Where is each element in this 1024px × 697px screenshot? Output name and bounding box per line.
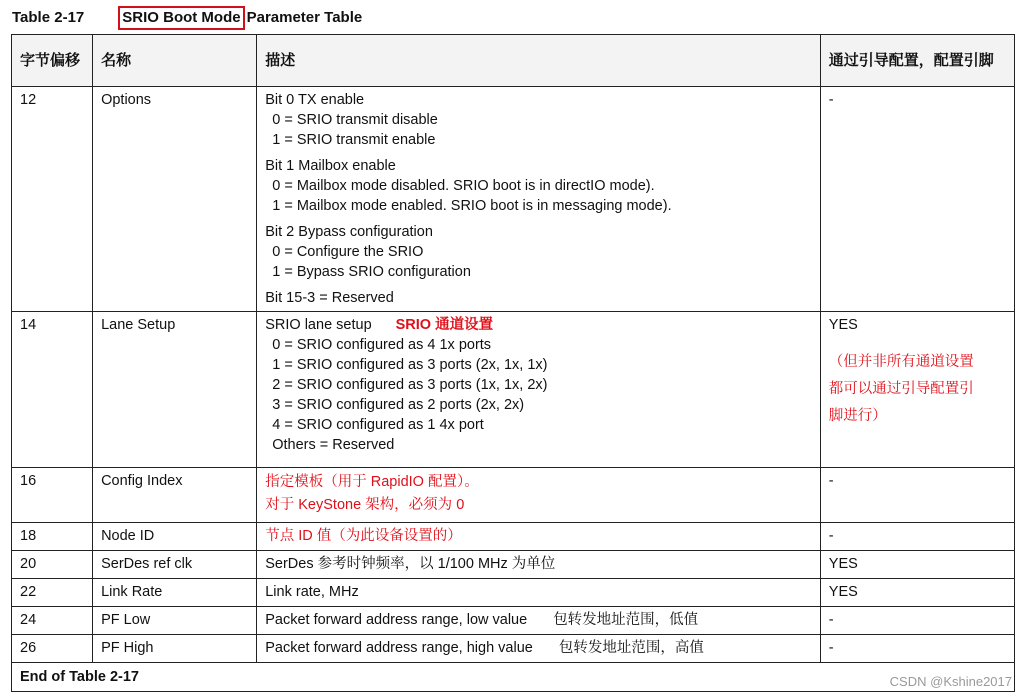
config-annotation: 脚进行） [828, 408, 887, 424]
lane-option: 0 = SRIO configured as 4 1x ports [272, 337, 492, 353]
header-offset: 字节偏移 [12, 35, 93, 87]
cell-description: 节点 ID 值（为此设备设置的） [257, 523, 821, 551]
lane-option: 3 = SRIO configured as 2 ports (2x, 2x) [272, 397, 525, 413]
cell-offset: 26 [12, 635, 93, 663]
highlighted-title: SRIO Boot Mode [118, 6, 244, 30]
cell-config: - [820, 87, 1014, 312]
cell-offset: 20 [12, 551, 93, 579]
cell-config: YES [820, 579, 1014, 607]
bit2-title: Bit 2 Bypass configuration [265, 224, 433, 240]
cell-config: - [820, 468, 1014, 523]
bit1-title: Bit 1 Mailbox enable [265, 158, 396, 174]
header-row [12, 35, 1015, 87]
lane-option: 4 = SRIO configured as 1 4x port [272, 417, 484, 433]
config-annotation: （但并非所有通道设置 [828, 354, 974, 370]
bit0-line: 1 = SRIO transmit enable [272, 132, 436, 148]
table-footer-row [12, 663, 1015, 692]
cell-description [257, 87, 821, 312]
pf-low-desc: Packet forward address range, low value [265, 612, 528, 628]
bit1-line: 0 = Mailbox mode disabled. SRIO boot is in directIO mode). [272, 178, 655, 194]
header-config: 通过引导配置，配置引脚 [820, 35, 1014, 87]
cell-description [257, 312, 821, 468]
bit15-3-reserved: Bit 15-3 = Reserved [265, 290, 394, 306]
lane-setup-title: SRIO lane setup [265, 317, 372, 333]
title-rest: Parameter Table [246, 9, 363, 26]
cell-config: - [820, 607, 1014, 635]
cell-name: Options [93, 87, 257, 312]
table-number: Table 2-17 [12, 9, 85, 26]
table-row [12, 87, 1015, 312]
table-caption [12, 6, 362, 30]
cell-offset: 22 [12, 579, 93, 607]
cell-name: Node ID [93, 523, 257, 551]
cell-description [257, 468, 821, 523]
cell-name: SerDes ref clk [93, 551, 257, 579]
table-row [12, 635, 1015, 663]
cell-config [820, 312, 1014, 468]
cell-offset: 14 [12, 312, 93, 468]
cell-name: PF High [93, 635, 257, 663]
config-annotation: 都可以通过引导配置引 [828, 381, 974, 397]
table-row [12, 579, 1015, 607]
cell-offset: 24 [12, 607, 93, 635]
cell-description [257, 635, 821, 663]
cell-offset: 18 [12, 523, 93, 551]
bit0-title: Bit 0 TX enable [265, 92, 365, 108]
table-row [12, 523, 1015, 551]
cell-description: SerDes 参考时钟频率，以 1/100 MHz 为单位 [257, 551, 821, 579]
lane-setup-annotation: SRIO 通道设置 [395, 317, 494, 333]
header-description: 描述 [257, 35, 821, 87]
cell-config: YES [820, 551, 1014, 579]
table-footer: End of Table 2-17 [12, 663, 1015, 692]
pf-high-desc: Packet forward address range, high value [265, 640, 533, 656]
bit1-line: 1 = Mailbox mode enabled. SRIO boot is in messaging mode). [272, 198, 672, 214]
cell-description: Link rate, MHz [257, 579, 821, 607]
cell-config: - [820, 523, 1014, 551]
lane-option: 2 = SRIO configured as 3 ports (1x, 1x, 2x) [272, 377, 548, 393]
table-row [12, 607, 1015, 635]
cell-description [257, 607, 821, 635]
config-value: YES [828, 317, 858, 333]
parameter-table [11, 34, 1015, 692]
header-name: 名称 [93, 35, 257, 87]
pf-high-note: 包转发地址范围，高值 [558, 640, 704, 656]
config-index-desc: 指定模板（用于 RapidIO 配置）。 [265, 474, 479, 490]
cell-name: Lane Setup [93, 312, 257, 468]
lane-option: 1 = SRIO configured as 3 ports (2x, 1x, 1x) [272, 357, 548, 373]
cell-name: Link Rate [93, 579, 257, 607]
cell-name: Config Index [93, 468, 257, 523]
cell-config: - [820, 635, 1014, 663]
cell-offset: 12 [12, 87, 93, 312]
lane-option: Others = Reserved [272, 437, 395, 453]
pf-low-note: 包转发地址范围，低值 [553, 612, 699, 628]
bit2-line: 0 = Configure the SRIO [272, 244, 424, 260]
config-index-desc: 对于 KeyStone 架构，必须为 0 [265, 497, 465, 513]
table-row [12, 468, 1015, 523]
watermark: CSDN @Kshine2017 [889, 674, 1012, 689]
table-row [12, 551, 1015, 579]
table-row [12, 312, 1015, 468]
cell-name: PF Low [93, 607, 257, 635]
bit2-line: 1 = Bypass SRIO configuration [272, 264, 471, 280]
cell-offset: 16 [12, 468, 93, 523]
bit0-line: 0 = SRIO transmit disable [272, 112, 438, 128]
